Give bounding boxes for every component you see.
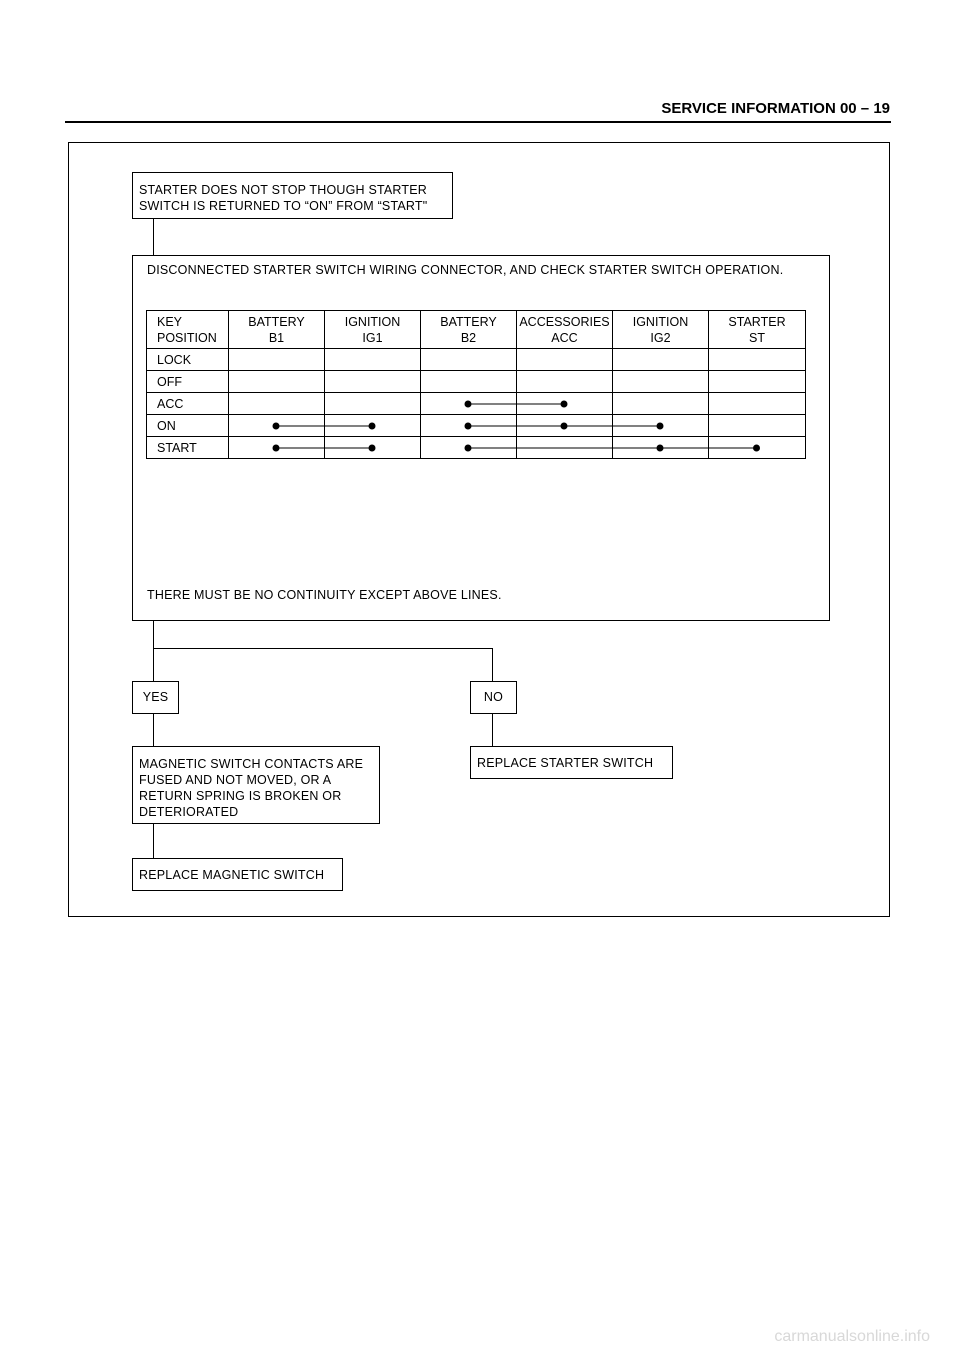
- connector-yes-result: [153, 714, 154, 746]
- row-label: ACC: [147, 393, 229, 415]
- connector-no-result: [492, 714, 493, 746]
- branch-horizontal: [153, 648, 493, 649]
- row-label: LOCK: [147, 349, 229, 371]
- row-label: OFF: [147, 371, 229, 393]
- no-box: NO: [470, 681, 517, 714]
- yes-box: YES: [132, 681, 179, 714]
- continuity-dot: [465, 401, 472, 408]
- page-title: SERVICE INFORMATION 00 – 19: [661, 100, 890, 117]
- yes-result-line: RETURN SPRING IS BROKEN OR: [139, 789, 342, 803]
- row-label: ON: [147, 415, 229, 437]
- yes-result-line: MAGNETIC SWITCH CONTACTS ARE: [139, 757, 364, 771]
- watermark: carmanualsonline.info: [774, 1328, 930, 1345]
- final-action-box: REPLACE MAGNETIC SWITCH: [132, 858, 343, 891]
- row-label: START: [147, 437, 229, 459]
- header-cell: BATTERY B1: [229, 311, 325, 349]
- connector-check-branch: [153, 621, 154, 681]
- header-cell: KEY POSITION: [147, 311, 229, 349]
- continuity-dot: [657, 445, 664, 452]
- yes-result-line: DETERIORATED: [139, 805, 239, 819]
- yes-result-box: [132, 746, 380, 824]
- continuity-dot: [561, 423, 568, 430]
- continuity-dot: [465, 423, 472, 430]
- check-instruction: DISCONNECTED STARTER SWITCH WIRING CONNECTOR, AND CHECK STARTER SWITCH OPERATION.: [147, 263, 784, 277]
- header-cell: STARTER ST: [709, 311, 806, 349]
- header-cell: BATTERY B2: [421, 311, 517, 349]
- continuity-dot: [273, 445, 280, 452]
- continuity-note: THERE MUST BE NO CONTINUITY EXCEPT ABOVE LINES.: [147, 588, 502, 602]
- start-line-1: STARTER DOES NOT STOP THOUGH STARTER: [139, 183, 428, 197]
- start-line-2: SWITCH IS RETURNED TO “ON” FROM “START": [139, 199, 428, 213]
- continuity-dot: [753, 445, 760, 452]
- continuity-dot: [657, 423, 664, 430]
- yes-result-line: FUSED AND NOT MOVED, OR A: [139, 773, 332, 787]
- continuity-dot: [561, 401, 568, 408]
- header-cell: IGNITION IG2: [613, 311, 709, 349]
- no-result-box: REPLACE STARTER SWITCH: [470, 746, 673, 779]
- continuity-dot: [369, 445, 376, 452]
- continuity-dot: [465, 445, 472, 452]
- header-cell: IGNITION IG1: [325, 311, 421, 349]
- continuity-dot: [369, 423, 376, 430]
- header-cell: ACCESSORIES ACC: [517, 311, 613, 349]
- connector-branch-no: [492, 648, 493, 681]
- continuity-dot: [273, 423, 280, 430]
- connector-yes-final: [153, 824, 154, 858]
